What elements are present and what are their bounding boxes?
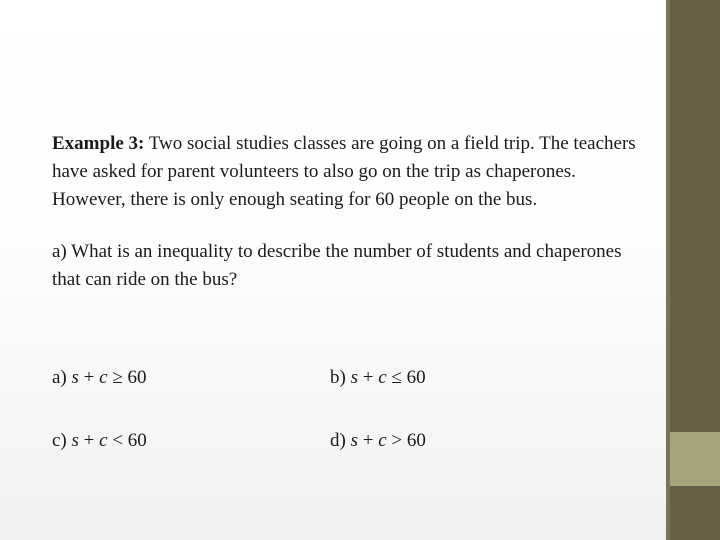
option-relation: < 60: [107, 430, 147, 451]
operator: +: [357, 430, 379, 451]
example-paragraph: [52, 130, 642, 214]
variable-c: c: [99, 430, 108, 451]
option-d: [330, 427, 426, 455]
variable-s: s: [350, 367, 358, 388]
option-c: [52, 427, 147, 455]
variable-s: s: [71, 430, 79, 451]
sidebar-accent-block: [670, 432, 720, 486]
variable-s: s: [350, 430, 358, 451]
option-prefix: d): [330, 430, 351, 451]
option-relation: ≥ 60: [107, 367, 147, 388]
variable-c: c: [378, 367, 387, 388]
option-prefix: b): [330, 367, 351, 388]
variable-c: c: [99, 367, 108, 388]
operator: +: [357, 367, 379, 388]
variable-s: s: [71, 367, 79, 388]
example-text: Two social studies classes are going on a field trip. The teachers have asked for parent volunteers to also go on the trip as chaperones. However, there is only enough seating for 60 people on the bus.: [52, 133, 636, 210]
option-prefix: c): [52, 430, 72, 451]
operator: +: [78, 367, 100, 388]
option-b: [330, 364, 426, 392]
option-a: [52, 364, 147, 392]
example-label: Example 3:: [52, 133, 145, 154]
operator: +: [78, 430, 100, 451]
option-relation: ≤ 60: [386, 367, 426, 388]
option-relation: > 60: [386, 430, 426, 451]
option-prefix: a): [52, 367, 72, 388]
question-paragraph: a) What is an inequality to describe the number of students and chaperones that can ride on the bus?: [52, 241, 622, 290]
variable-c: c: [378, 430, 387, 451]
slide-content: [52, 130, 642, 294]
